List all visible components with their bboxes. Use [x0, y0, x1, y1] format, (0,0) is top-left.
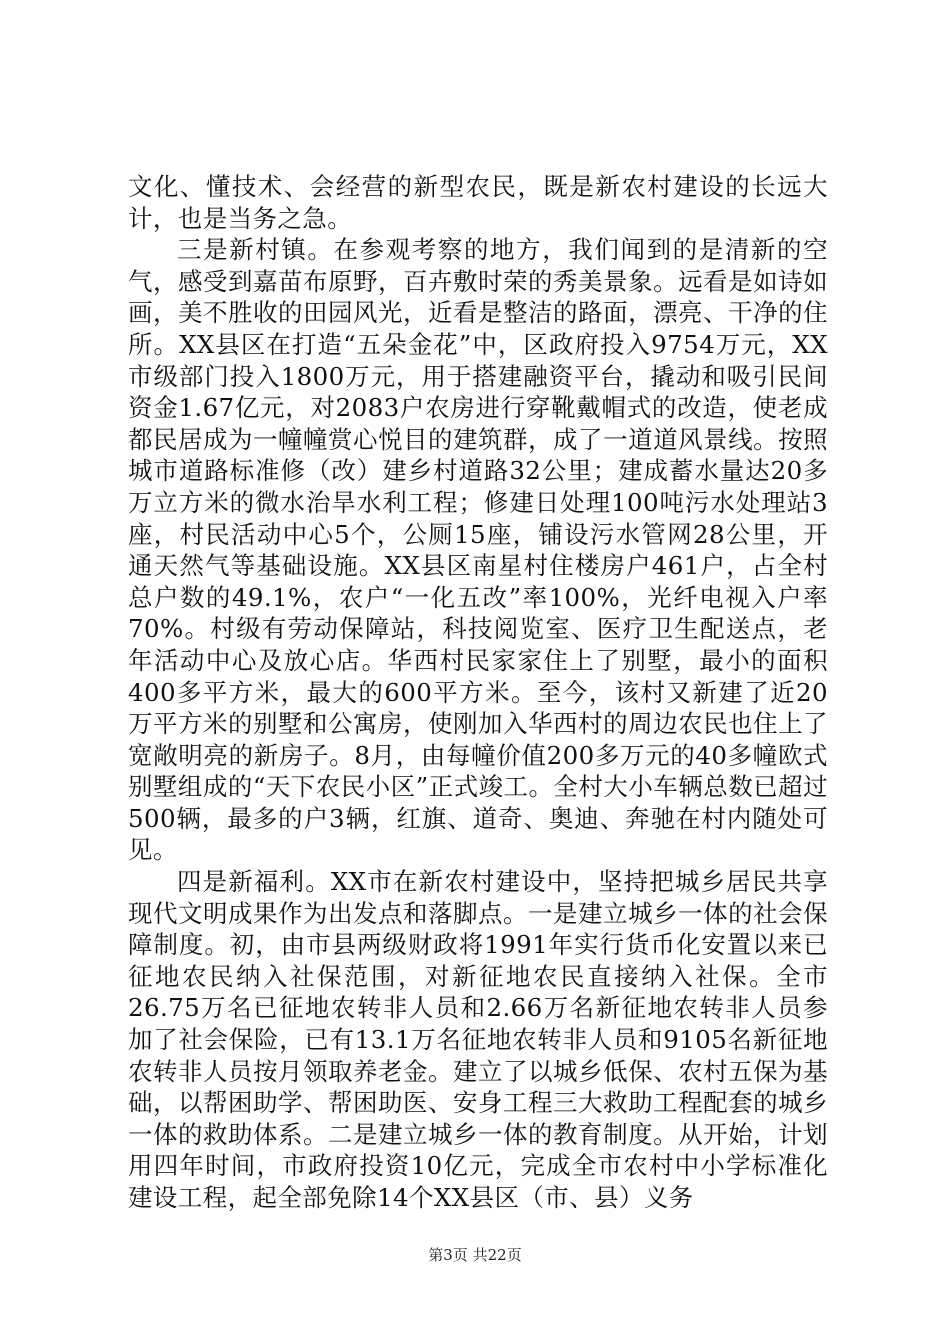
paragraph-new-villages: 三是新村镇。在参观考察的地方，我们闻到的是清新的空气，感受到嘉苗布原野，百卉敷时荣的秀美景象。远看是如诗如画，美不胜收的田园风光，近看是整洁的路面，漂亮、干净的住所。XX县区在打造“五朵金花”中，区政府投入9754万元，XX市级部门投入1800万元，用于搭建融资平台，撬动和吸引民间资金1.67亿元，对2083户农房进行穿靴戴帽式的改造，使老成都民居成为一幢幢赏心悦目的建筑群，成了一道道风景线。按照城市道路标准修（改）建乡村道路32公里；建成蓄水量达20多万立方米的微水治旱水利工程；修建日处理100吨污水处理站3座，村民活动中心5个，公厕15座，铺设污水管网28公里，开通天然气等基础设施。XX县区南星村住楼房户461户，占全村总户数的49.1%，农户“一化五改”率100%，光纤电视入户率70%。村级有劳动保障站，科技阅览室、医疗卫生配送点，老年活动中心及放心店。华西村民家家住上了别墅，最小的面积400多平方米，最大的600平方米。至今，该村又新建了近20万平方米的别墅和公寓房，使刚加入华西村的周边农民也住上了宽敞明亮的新房子。8月，由每幢价值200多万元的40多幢欧式别墅组成的“天下农民小区”正式竣工。全村大小车辆总数已超过500辆，最多的户3辆，红旗、道奇、奥迪、奔驰在村内随处可见。 — [128, 235, 828, 865]
page-footer — [0, 1244, 950, 1265]
paragraph-continuation: 文化、懂技术、会经营的新型农民，既是新农村建设的长远大计，也是当务之急。 — [128, 172, 828, 233]
paragraph-new-welfare: 四是新福利。XX市在新农村建设中，坚持把城乡居民共享现代文明成果作为出发点和落脚点。一是建立城乡一体的社会保障制度。初，由市县两级财政将1991年实行货币化安置以来已征地农民纳入社保范围，对新征地农民直接纳入社保。全市26.75万名已征地农转非人员和2.66万名新征地农转非人员参加了社会保险，已有13.1万名征地农转非人员和9105名新征地农转非人员按月领取养老金。建立了以城乡低保、农村五保为基础，以帮困助学、帮困助医、安身工程三大救助工程配套的城乡一体的救助体系。二是建立城乡一体的教育制度。从开始，计划用四年时间，市政府投资10亿元，完成全市农村中小学标准化建设工程，起全部免除14个XX县区（市、县）义务 — [128, 867, 828, 1212]
document-body — [128, 171, 828, 1214]
page-number-label: 第3页 共22页 — [428, 1246, 522, 1264]
